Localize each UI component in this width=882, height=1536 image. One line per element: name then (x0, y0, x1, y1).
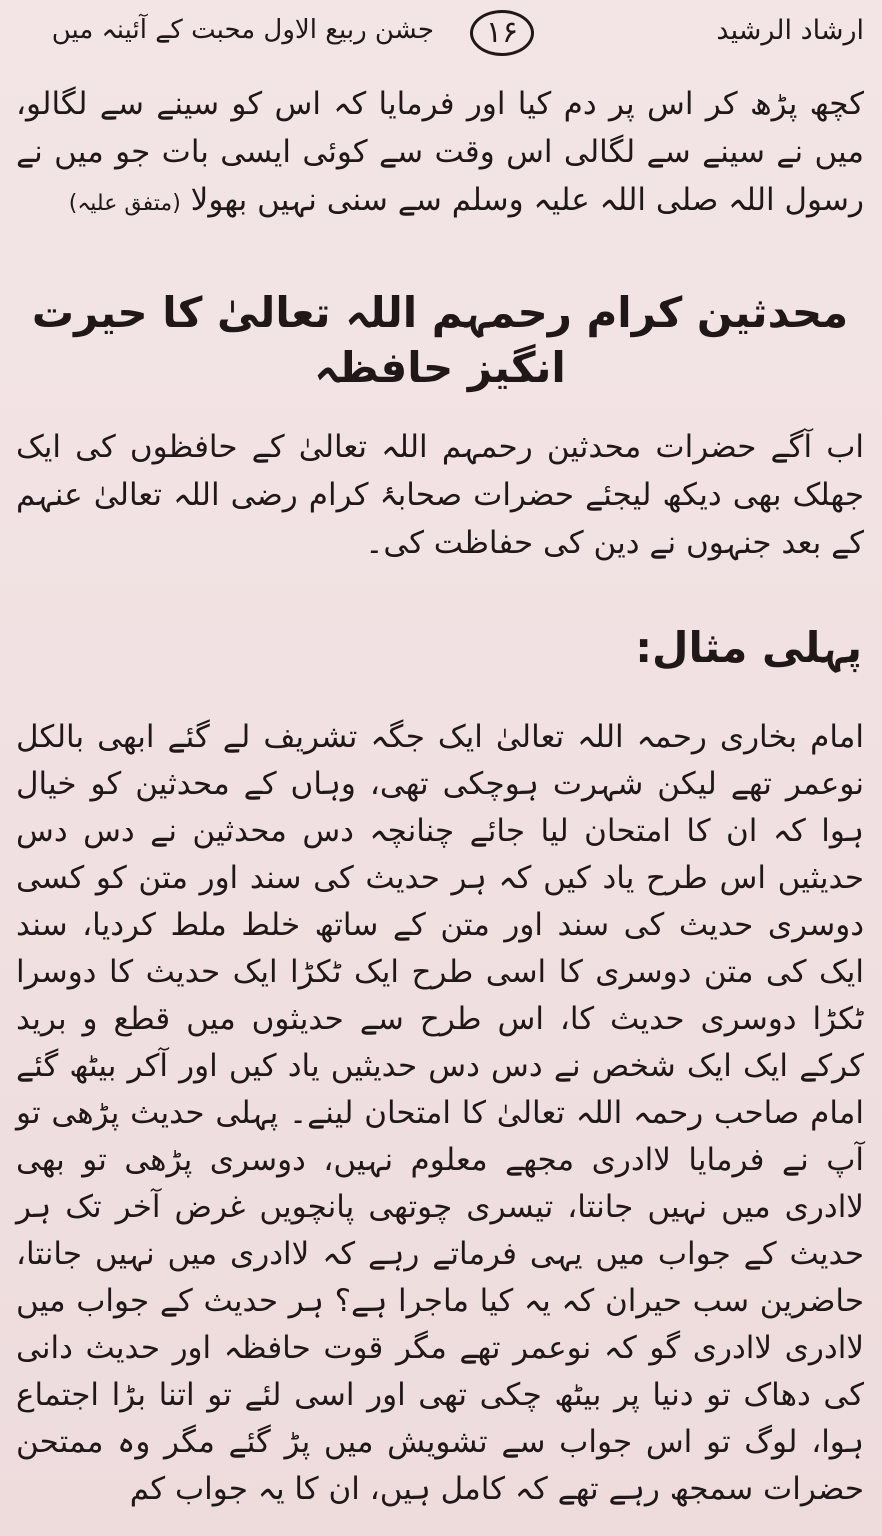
paragraph-1-text: کچھ پڑھ کر اس پر دم کیا اور فرمایا کہ اس کو سینے سے لگالو، میں نے سینے سے لگالی اس وقت سے کوئی ایسی بات جو میں نے رسول اللہ صلی اللہ علیہ وسلم سے سنی نہیں بھولا (16, 86, 864, 218)
paragraph-3: امام بخاری رحمہ اللہ تعالیٰ ایک جگہ تشریف لے گئے ابھی بالکل نوعمر تھے لیکن شہرت ہوچکی تھی، وہاں کے محدثین کو خیال ہوا کہ ان کا امتحان لیا جائے چنانچہ دس محدثین نے دس دس حدیثیں اس طرح یاد کیں کہ ہر حدیث کی سند اور متن کو کسی دوسری حدیث کی سند اور متن کے ساتھ خلط ملط کردیا، سند ایک کی متن دوسری کا اسی طرح ایک ٹکڑا ایک حدیث کا دوسرا ٹکڑا دوسری حدیث کا، اس طرح سے حدیثوں میں قطع و برید کرکے ایک ایک شخص نے دس دس حدیثیں یاد کیں اور آکر بیٹھ گئے امام صاحب رحمہ اللہ تعالیٰ کا امتحان لینے۔ پہلی حدیث پڑھی تو آپ نے فرمایا لاادری مجھے معلوم نہیں، دوسری پڑھی تو بھی لاادری میں نہیں جانتا، تیسری چوتھی پانچویں غرض آخر تک ہر حدیث کے جواب میں یہی فرماتے رہے کہ لاادری میں نہیں جانتا، حاضرین سب حیران کہ یہ کیا ماجرا ہے؟ ہر حدیث کے جواب میں لاادری لاادری گو کہ نوعمر تھے مگر قوت حافظہ اور حدیث دانی کی دھاک تو دنیا پر بیٹھ چکی تھی اور اسی لئے تو اتنا بڑا اجتماع ہوا، لوگ تو اس جواب سے تشویش میں پڑ گئے مگر وہ ممتحن حضرات سمجھ رہے تھے کہ کامل ہیں، ان کا یہ جواب کم (16, 718, 864, 1507)
header-chapter-title: جشن ربیع الاول محبت کے آئینہ میں (51, 15, 434, 45)
section-heading: محدثین کرام رحمہم اللہ تعالیٰ کا حیرت انگیز حافظہ (31, 288, 849, 392)
page-number-badge (470, 10, 534, 56)
header-book-title: ارشاد الرشید (716, 15, 864, 46)
page-header (16, 8, 864, 64)
paragraph-2: اب آگے حضرات محدثین رحمہم اللہ تعالیٰ کے حافظوں کی ایک جھلک بھی دیکھ لیجئے حضرات صحابۂ کرام رضی اللہ تعالیٰ عنہم کے بعد جنہوں نے دین کی حفاظت کی۔ (16, 429, 864, 562)
reference-note: (متفق علیہ) (68, 191, 181, 216)
paragraph-1 (16, 80, 864, 228)
example-heading: پہلی مثال: (635, 623, 862, 673)
page-number: ۱۶ (485, 15, 519, 50)
